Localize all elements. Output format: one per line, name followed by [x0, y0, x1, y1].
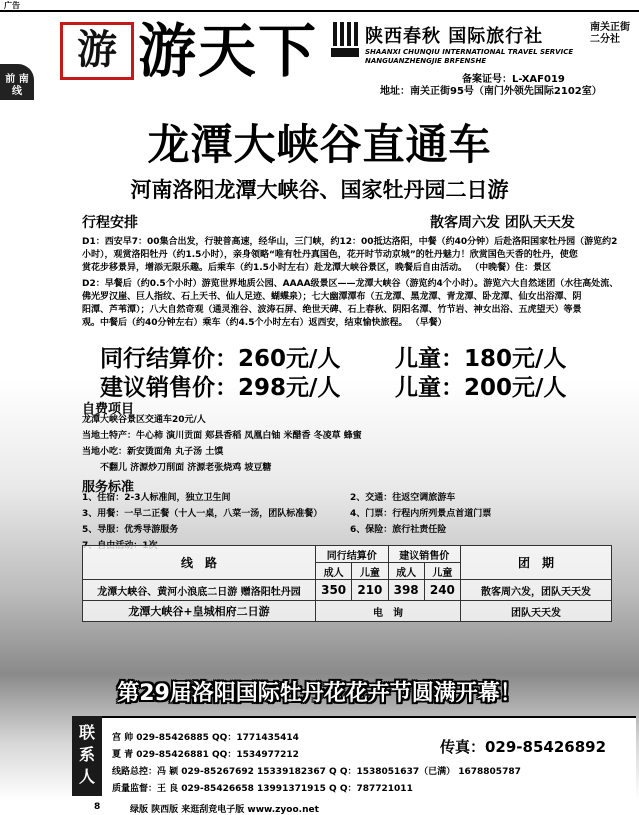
- trade-child-price-cell: 210: [352, 580, 388, 601]
- itinerary-day1: [82, 236, 630, 275]
- self-pay-line: 当地小吃：新安烫面角 丸子汤 土馍: [82, 447, 224, 457]
- service-item: 5、导服：优秀导游服务: [82, 525, 179, 535]
- page-number: 8: [94, 802, 101, 812]
- adult-header: 成人: [388, 563, 424, 580]
- fax-number: 传真：029-85426892: [440, 738, 607, 756]
- itinerary-line: 赏花步移景异，增添无限乐趣。后乘车（约1.5小时左右）赴龙潭大峡谷景区，晚餐后自由活动。 （中晚餐）住：景区: [82, 263, 552, 273]
- trade-header: 同行结算价: [316, 546, 389, 563]
- brand-seal: 游: [60, 22, 134, 80]
- service-item: 3、用餐：一早二正餐（十人一桌，八菜一汤，团队标准餐）: [82, 509, 323, 519]
- itinerary-line: D1：西安早7：00集合出发，行驶普高速，经华山，三门峡，约12：00抵达洛阳，中餐（约40分钟）后赴洛阳国家牡丹园（游览约2: [82, 237, 618, 247]
- main-title: 龙潭大峡谷直通车: [147, 120, 492, 169]
- agency-address: 地址：南关正街95号（南门外领先国际2102室）: [380, 86, 602, 97]
- adult-header: 成人: [316, 563, 352, 580]
- price-inquiry: 电 询: [316, 601, 461, 622]
- contact-line: 夏 青 029-85426881 QQ：1534977212: [112, 750, 299, 760]
- self-pay-line: 不翻儿 济源炒刀削面 济源老张烧鸡 坡豆糖: [100, 463, 272, 473]
- retail-header: 建议销售价: [388, 546, 461, 563]
- service-item: 2、交通：往返空调旅游车: [350, 493, 456, 503]
- self-pay-heading: 自费项目: [82, 402, 135, 417]
- table-row: [83, 580, 612, 601]
- route-table: [82, 545, 612, 622]
- festival-banner: 第29届洛阳国际牡丹花花卉节圆满开幕！: [117, 681, 522, 706]
- top-bar: [0, 0, 639, 12]
- retail-adult-price: 398: [388, 580, 424, 601]
- retail-price: 建议销售价：298元/人: [100, 375, 341, 401]
- agency-name: 陕西春秋 国际旅行社: [365, 26, 544, 47]
- itinerary-line: 观。中餐后（约40分钟左右）乘车（约4.5个小时左右）返西安，结束愉快旅程。 （早餐）: [82, 318, 447, 328]
- trade-adult-price: 350: [316, 580, 352, 601]
- child-header: 儿童: [352, 563, 388, 580]
- agency-branch: 南关正街 二分社: [590, 22, 630, 45]
- service-item: 4、门票：行程内所列景点首道门票: [350, 509, 492, 519]
- child-header: 儿童: [424, 563, 460, 580]
- itinerary-day2: [82, 278, 630, 330]
- table-row: [83, 546, 612, 563]
- route-header: 线 路: [83, 546, 316, 580]
- schedule-label: 行程安排: [82, 215, 138, 231]
- side-tab: 前 南 线: [0, 64, 34, 128]
- ad-tag: 广告: [4, 1, 20, 10]
- itinerary-line: D2：早餐后（约0.5个小时）游览世界地质公园、AAAA级景区——龙潭大峡谷（游览约4个小时）。游览六大自然迷团（水往高处流、: [82, 279, 619, 289]
- self-pay-line: 龙潭大峡谷景区交通车20元/人: [82, 415, 206, 425]
- retail-child-price: 儿童：200元/人: [395, 375, 567, 401]
- retail-child-price-cell: 240: [424, 580, 460, 601]
- agency-logo-icon: [331, 20, 359, 58]
- service-item: 1、住宿：2-3人标准间，独立卫生间: [82, 493, 231, 503]
- trade-price: 同行结算价：260元/人: [100, 346, 341, 372]
- service-item: 6、保险：旅行社责任险: [350, 525, 447, 535]
- footer-text: 绿版 陕西版 来逛刮竞电子版 www.zyoo.net: [130, 805, 319, 815]
- departure-info: 散客周六发 团队天天发: [430, 215, 575, 231]
- route-name: 龙潭大峡谷、黄河小浪底二日游 赠洛阳牡丹园: [83, 580, 316, 601]
- service-heading: 服务标准: [82, 480, 135, 495]
- self-pay-line: 当地土特产：牛心柿 演川贡面 郏县香稻 凤凰白铀 米醋香 冬凌草 蜂蜜: [82, 431, 362, 441]
- itinerary-line: 小时），观赏洛阳牡丹（约1.5小时），亲身领略“唯有牡丹真国色，花开时节动京城”的牡丹魅力！欣赏国色天香的牡丹，使您: [82, 250, 578, 260]
- trade-child-price: 儿童：180元/人: [395, 346, 567, 372]
- contact-line: 质量监督：王 良 029-85426658 13991371915 Q Q：787721011: [112, 784, 413, 794]
- tour-period: 团队天天发: [461, 601, 612, 622]
- brand-name: 游天下: [138, 17, 319, 85]
- contact-label: 联系人: [72, 716, 102, 796]
- footer: [0, 800, 639, 814]
- itinerary-line: 佛光罗汉崖、巨人指纹、石上天书、仙人足迹、蝴蝶泉）；七大幽潭潭布（五龙潭、黑龙潭、青龙潭、卧龙潭、仙女出浴潭、阴: [82, 292, 582, 302]
- license-number: 备案证号：L-XAF019: [462, 74, 565, 85]
- table-row: [83, 601, 612, 622]
- route-name: 龙潭大峡谷+皇城相府二日游: [83, 601, 316, 622]
- period-header: 团 期: [461, 546, 612, 580]
- agency-english-name: SHAANXI CHUNQIU INTERNATIONAL TRAVEL SERVICE NANGUANZHENGJIE BRFENSHE: [365, 48, 574, 65]
- itinerary-line: 阳潭、芦苇潭）；八大自然奇观（通灵淮谷、波涛石屏、绝世天碑、石上春秋、阴阳名潭、竹节岩、神女出浴、五虎望天）等景: [82, 305, 582, 315]
- tour-period: 散客周六发，团队天天发: [461, 580, 612, 601]
- contact-line: 宫 帅 029-85426885 QQ：1771435414: [112, 733, 299, 743]
- contact-line: 线路总控：冯 颖 029-85267692 15339182367 Q Q：1538051637（已满） 1678805787: [112, 767, 521, 777]
- subtitle: 河南洛阳龙潭大峡谷、国家牡丹园二日游: [130, 178, 509, 202]
